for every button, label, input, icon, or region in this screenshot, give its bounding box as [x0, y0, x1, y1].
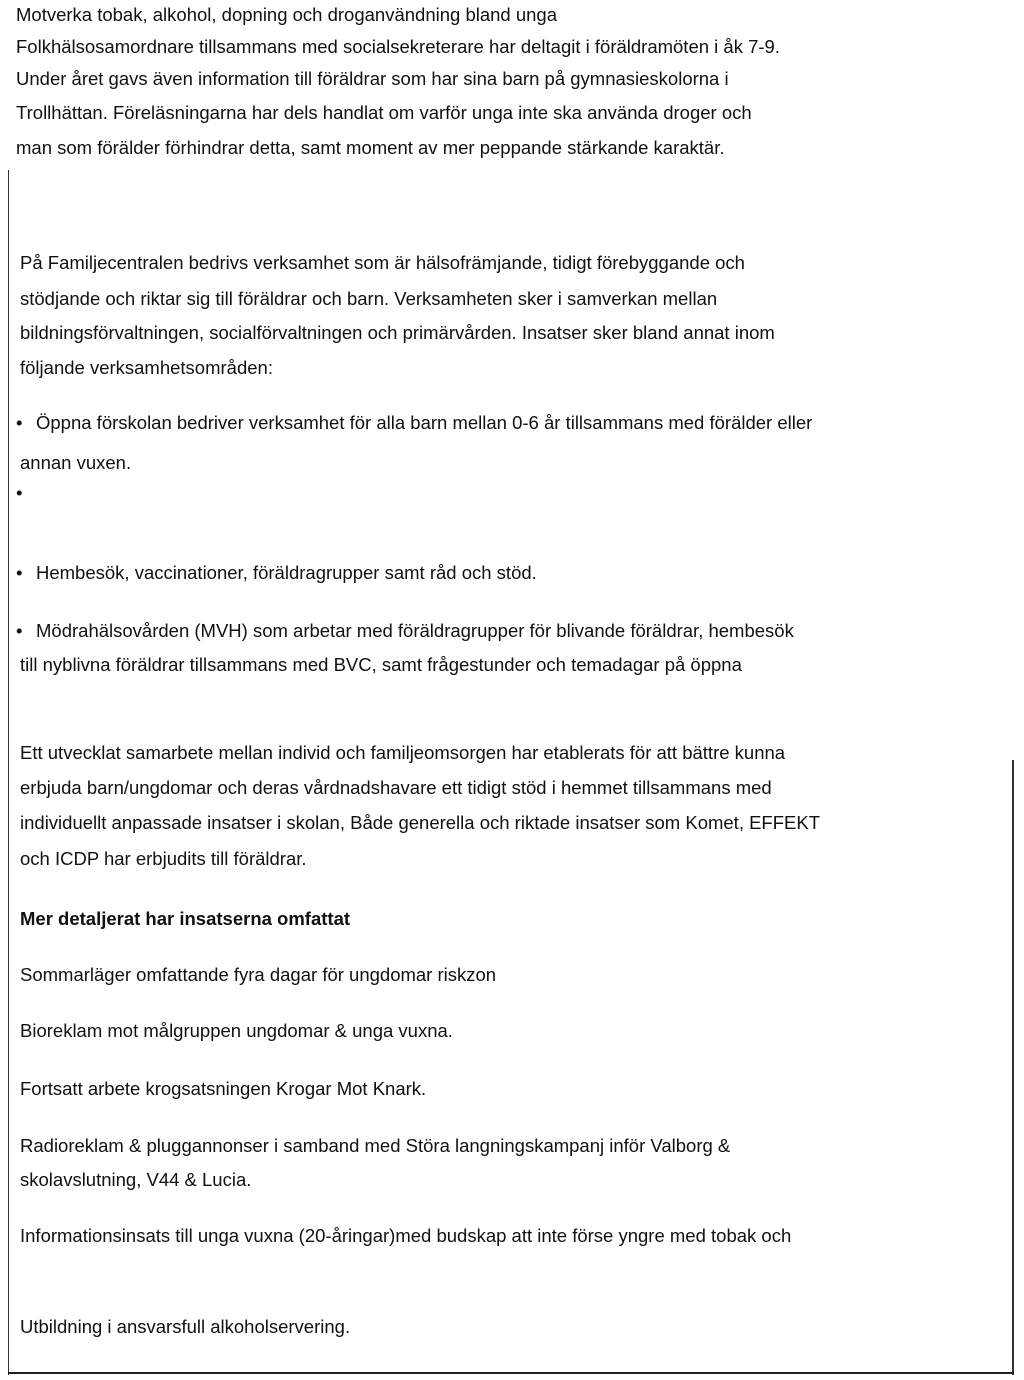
bullet-item-hembesok	[16, 560, 537, 586]
section-heading-insatser: Mer detaljerat har insatserna omfattat	[20, 908, 351, 929]
bullet-icon: •	[16, 620, 23, 641]
paragraph-line: stödjande och riktar sig till föräldrar och barn. Verksamheten sker i samverkan mellan	[20, 288, 718, 309]
list-item: Sommarläger omfattande fyra dagar för ungdomar riskzon	[20, 964, 497, 985]
paragraph-line: individuellt anpassade insatser i skolan, Både generella och riktade insatser som Komet, EFFEKT	[20, 812, 821, 833]
list-item: Fortsatt arbete krogsatsningen Krogar Mot Knark.	[20, 1078, 427, 1099]
bullet-text: Mödrahälsovården (MVH) som arbetar med föräldragrupper för blivande föräldrar, hembesök	[36, 620, 794, 641]
list-item: Utbildning i ansvarsfull alkoholservering.	[20, 1316, 351, 1337]
list-item-continuation: skolavslutning, V44 & Lucia.	[20, 1169, 252, 1190]
bullet-continuation: annan vuxen.	[20, 452, 132, 473]
bullet-continuation: till nyblivna föräldrar tillsammans med BVC, samt frågestunder och temadagar på öppna	[20, 654, 742, 675]
bullet-item-oppna-forskolan	[16, 410, 812, 436]
paragraph-line: Ett utvecklat samarbete mellan individ och familjeomsorgen har etablerats för att bättre kunna	[20, 742, 786, 763]
bullet-text: Hembesök, vaccinationer, föräldragrupper samt råd och stöd.	[36, 562, 537, 583]
section-heading-motverka: Motverka tobak, alkohol, dopning och droganvändning bland unga	[16, 4, 558, 25]
scan-rule-bottom	[8, 1372, 1014, 1374]
bullet-text: Öppna förskolan bedriver verksamhet för alla barn mellan 0-6 år tillsammans med förälder eller	[36, 412, 813, 433]
bullet-item-empty	[16, 480, 36, 506]
bullet-icon: •	[16, 412, 23, 433]
paragraph-line: Folkhälsosamordnare tillsammans med socialsekreterare har deltagit i föräldramöten i åk 7-9.	[16, 36, 780, 57]
bullet-item-modrahalsovarden	[16, 618, 794, 644]
paragraph-line: bildningsförvaltningen, socialförvaltningen och primärvården. Insatser sker bland annat inom	[20, 322, 775, 343]
list-item: Radioreklam & pluggannonser i samband med Störa langningskampanj inför Valborg &	[20, 1135, 731, 1156]
list-item: Informationsinsats till unga vuxna (20-åringar)med budskap att inte förse yngre med tobak och	[20, 1225, 792, 1246]
bullet-icon: •	[16, 562, 23, 583]
paragraph-line: På Familjecentralen bedrivs verksamhet som är hälsofrämjande, tidigt förebyggande och	[20, 252, 745, 273]
list-item: Bioreklam mot målgruppen ungdomar & unga vuxna.	[20, 1020, 453, 1041]
paragraph-line: Trollhättan. Föreläsningarna har dels handlat om varför unga inte ska använda droger och	[16, 102, 752, 123]
paragraph-line: erbjuda barn/ungdomar och deras vårdnadshavare ett tidigt stöd i hemmet tillsammans med	[20, 777, 772, 798]
paragraph-line: Under året gavs även information till föräldrar som har sina barn på gymnasieskolorna i	[16, 68, 729, 89]
scan-rule-left	[8, 170, 9, 1375]
paragraph-line: följande verksamhetsområden:	[20, 357, 273, 378]
paragraph-line: man som förälder förhindrar detta, samt moment av mer peppande stärkande karaktär.	[16, 137, 725, 158]
scan-rule-right	[1012, 760, 1014, 1375]
paragraph-line: och ICDP har erbjudits till föräldrar.	[20, 848, 307, 869]
bullet-icon: •	[16, 482, 23, 503]
